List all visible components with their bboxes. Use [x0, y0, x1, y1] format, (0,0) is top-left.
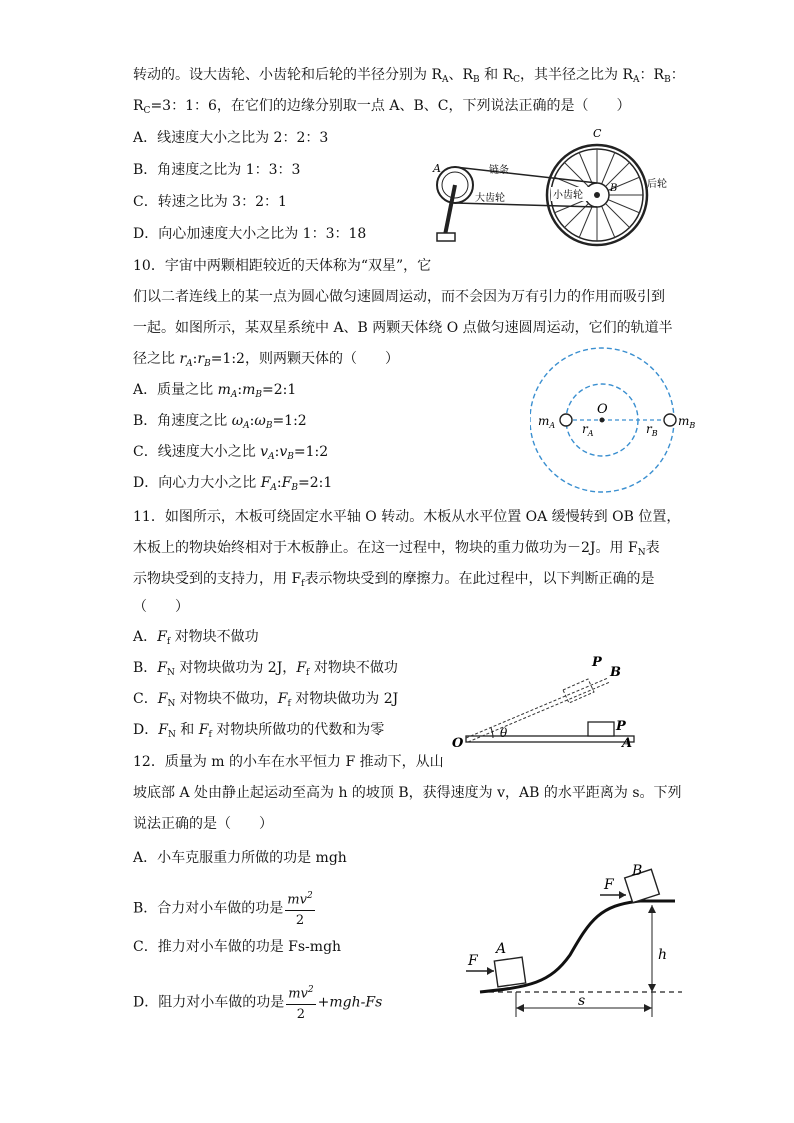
q10-option-d: D．向心力大小之比 $F_A:F_B=2:1$ — [133, 475, 333, 493]
q10-stem-line-2: 们以二者连线上的某一点为圆心做匀速圆周运动，而不会因为万有引力的作用而吸引到 — [133, 289, 665, 305]
label-a: A — [622, 736, 633, 750]
label-a: A — [496, 941, 507, 957]
q10-stem-line-4: 径之比 $r_A:r_B=1:2$，则两颗天体的（ ） — [133, 351, 399, 369]
q11-option-b: B．$F_N$ 对物块做功为 2J，$F_f$ 对物块不做功 — [133, 660, 398, 678]
q11-option-c: C．$F_N$ 对物块不做功，$F_f$ 对物块做功为 2J — [133, 691, 399, 709]
q12-option-d: D．阻力对小车做的功是 $\frac{mv^2}{2}$ +mgh-Fs — [133, 980, 382, 1025]
label-theta: θ — [500, 726, 508, 740]
label-small-gear: 小齿轮 — [553, 190, 583, 201]
label-chain: 链条 — [489, 165, 509, 176]
q12-stem-line-3: 说法正确的是（ ） — [133, 816, 273, 832]
q9-option-d: D．向心加速度大小之比为 1：3：18 — [133, 226, 367, 242]
svg-text:mB: $m_B$ — [678, 414, 696, 430]
q11-option-a: A．$F_f$ 对物块不做功 — [133, 629, 259, 647]
svg-text:mA: $m_A$ — [538, 414, 556, 430]
q11-stem-line-4: （ ） — [133, 599, 189, 615]
q9-stem-line-2: $R_C=3$：1：6，在它们的边缘分别取一点 A、B、C，下列说法正确的是（ ） — [133, 98, 631, 116]
q12-option-c: C．推力对小车做的功是 Fs-mgh — [133, 939, 342, 955]
hill-cart-figure — [460, 855, 690, 1020]
q12-option-b: B．合力对小车做的功是 $\frac{mv^2}{2}$ — [133, 886, 317, 931]
label-o: O — [452, 736, 464, 750]
binary-star-figure — [530, 345, 710, 500]
label-b: B — [610, 665, 621, 680]
label-h: h — [658, 947, 668, 963]
q9-option-b: B．角速度之比为 1：3：3 — [133, 162, 301, 178]
q11-stem-line-2: 木板上的物块始终相对于木板静止。在这一过程中，物块的重力做功为－2J。用 $F_N$表 — [133, 540, 660, 558]
label-f-top: F — [604, 877, 614, 893]
q10-stem-line-3: 一起。如图所示，某双星系统中 A、B 两颗天体绕 O 点做匀速圆周运动，它们的轨道半 — [133, 320, 673, 336]
label-a: A — [433, 162, 441, 175]
q11-stem-line-3: 示物块受到的支持力，用 $F_f$表示物块受到的摩擦力。在此过程中，以下判断正确的是 — [133, 571, 655, 589]
q11-stem-line-1: 11．如图所示，木板可绕固定水平轴 O 转动。木板从水平位置 OA 缓慢转到 OB 位置， — [133, 509, 681, 525]
q10-option-a: A．质量之比 $m_A:m_B=2:1$ — [133, 382, 297, 400]
q10-option-b: B．角速度之比 $\omega_A:\omega_B=1:2$ — [133, 413, 307, 431]
q9-stem-line-1: 转动的。设大齿轮、小齿轮和后轮的半径分别为 $R_A$、$R_B$ 和 $R_C$，其半径之比为 $R_A$：$R_B$： — [133, 67, 685, 85]
svg-text:rB: $r_B$ — [646, 422, 658, 438]
label-big-gear: 大齿轮 — [475, 193, 505, 204]
label-b: B — [632, 863, 643, 879]
q9-option-c: C．转速之比为 3：2：1 — [133, 194, 287, 210]
label-s: s — [578, 993, 586, 1009]
label-b: B — [610, 183, 618, 194]
q12-option-a: A．小车克服重力所做的功是 mgh — [133, 850, 347, 866]
svg-text:rA: $r_A$ — [582, 422, 594, 438]
q12-stem-line-1: 12．质量为 m 的小车在水平恒力 F 推动下，从山 — [133, 754, 444, 770]
q10-stem-line-1: 10．宇宙中两颗相距较近的天体称为“双星”，它 — [133, 258, 432, 274]
label-p1: P — [616, 719, 626, 734]
label-f-bottom: F — [468, 953, 478, 969]
label-o: O — [597, 402, 608, 417]
label-rear-wheel: 后轮 — [647, 179, 667, 190]
label-c: C — [593, 127, 602, 140]
bicycle-gear-figure — [425, 125, 675, 250]
q11-option-d: D．$F_N$ 和 $F_f$ 对物块所做功的代数和为零 — [133, 722, 385, 740]
label-p2: P — [592, 655, 602, 670]
rotating-board-figure — [448, 650, 648, 750]
q9-option-a: A．线速度大小之比为 2：2：3 — [133, 130, 329, 146]
q12-stem-line-2: 坡底部 A 处由静止起运动至高为 h 的坡顶 B，获得速度为 v，AB 的水平距离为 s。下列 — [133, 785, 682, 801]
q10-option-c: C．线速度大小之比 $v_A:v_B=1:2$ — [133, 444, 329, 462]
